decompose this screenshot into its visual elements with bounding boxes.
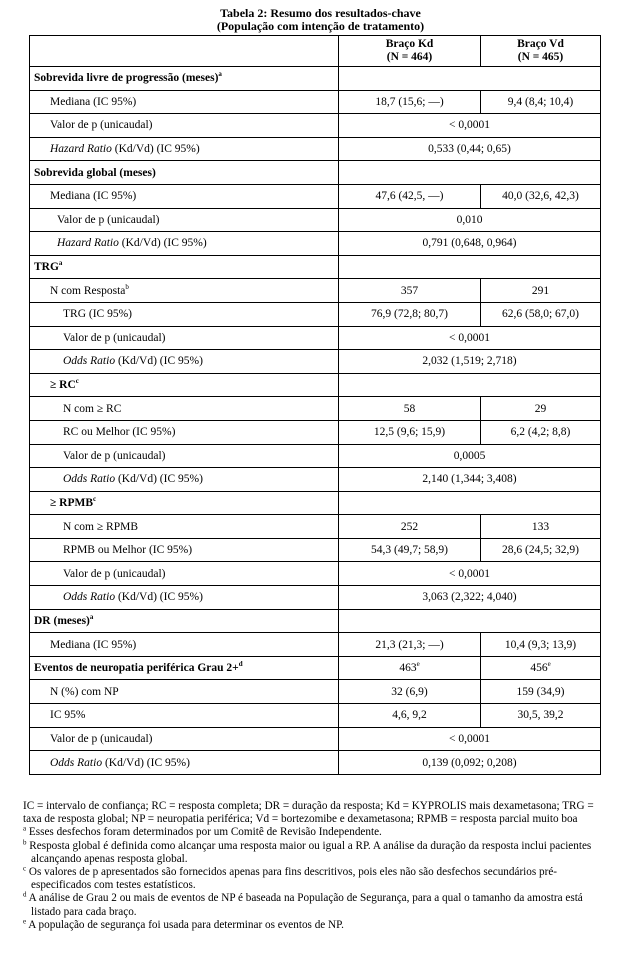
cell-combined: 0,139 (0,092; 0,208): [339, 751, 601, 775]
cell-vd: 40,0 (32,6, 42,3): [481, 184, 601, 208]
section-title-rc: [30, 373, 339, 397]
row-label-italic: Odds Ratio: [63, 591, 116, 604]
cell-vd: 133: [481, 515, 601, 539]
table-row: [30, 90, 601, 114]
cell-kd: 58: [339, 397, 481, 421]
cell-vd: 30,5, 39,2: [481, 704, 601, 728]
row-label: [30, 137, 339, 161]
cell-vd: 28,6 (24,5; 32,9): [481, 538, 601, 562]
table-row: [30, 161, 601, 185]
table-title-line2: (População com intenção de tratamento): [216, 19, 425, 33]
table-row: [30, 184, 601, 208]
section-title-rpmb: [30, 491, 339, 515]
header-arm-vd-n: (N = 465): [517, 51, 564, 63]
table-row: [30, 704, 601, 728]
header-arm-vd-label: Braço Vd: [517, 38, 564, 50]
cell-vd: 10,4 (9,3; 13,9): [481, 633, 601, 657]
row-label: N com ≥ RC: [30, 397, 339, 421]
cell-kd: 76,9 (72,8; 80,7): [339, 302, 481, 326]
cell-combined: < 0,0001: [339, 326, 601, 350]
row-label: Valor de p (unicaudal): [30, 326, 339, 350]
cell-kd: [339, 656, 481, 680]
footnote-marker: e: [416, 660, 420, 669]
row-label-italic: Hazard Ratio: [57, 237, 119, 250]
table-row: [30, 586, 601, 610]
cell-vd: 159 (34,9): [481, 680, 601, 704]
footnote-text: A população de segurança foi usada para determinar os eventos de NP.: [26, 918, 344, 931]
cell-kd: 252: [339, 515, 481, 539]
cell-combined: 3,063 (2,322; 4,040): [339, 586, 601, 610]
table-row: [30, 491, 601, 515]
table-row: [30, 208, 601, 232]
row-label: [30, 232, 339, 256]
footnote-marker: c: [23, 864, 27, 873]
footnote-text: Resposta global é definida como alcançar uma resposta maior ou igual a RP. A análise da duração da resposta inclui pacientes alcançando apenas resposta global.: [26, 839, 592, 865]
table-row: [30, 232, 601, 256]
row-label: TRG (IC 95%): [30, 302, 339, 326]
table-title-line1: Tabela 2: Resumo dos resultados-chave: [220, 6, 421, 20]
header-arm-kd: [339, 36, 481, 67]
np-kd-value: 463: [399, 662, 417, 675]
row-label: Mediana (IC 95%): [30, 90, 339, 114]
table-row: [30, 397, 601, 421]
footnote-marker: a: [58, 259, 63, 268]
footnote-c: [23, 866, 615, 892]
cell-vd: 6,2 (4,2; 8,8): [481, 420, 601, 444]
empty-cell: [339, 67, 601, 91]
table-footnotes: [23, 800, 615, 932]
row-label: Valor de p (unicaudal): [30, 727, 339, 751]
empty-cell: [339, 161, 601, 185]
table-header-row: [30, 36, 601, 67]
section-title-dr: [30, 609, 339, 633]
row-label-rest: (Kd/Vd) (IC 95%): [111, 143, 200, 156]
row-label: RPMB ou Melhor (IC 95%): [30, 538, 339, 562]
row-label-italic: Hazard Ratio: [50, 143, 112, 156]
row-label-italic: Odds Ratio: [63, 355, 116, 368]
header-arm-kd-n: (N = 464): [386, 51, 433, 63]
cell-vd: 29: [481, 397, 601, 421]
cell-vd: 9,4 (8,4; 10,4): [481, 90, 601, 114]
rc-title-text: ≥ RC: [50, 379, 76, 392]
row-label: Valor de p (unicaudal): [30, 208, 339, 232]
row-label: [30, 468, 339, 492]
pfs-title-text: Sobrevida livre de progressão (meses): [34, 72, 219, 85]
cell-kd: 54,3 (49,7; 58,9): [339, 538, 481, 562]
row-label: [30, 751, 339, 775]
footnote-marker: a: [218, 70, 222, 79]
cell-combined: 0,533 (0,44; 0,65): [339, 137, 601, 161]
row-label: Valor de p (unicaudal): [30, 562, 339, 586]
dr-title-text: DR (meses): [34, 614, 90, 627]
table-row: [30, 137, 601, 161]
table-row: [30, 350, 601, 374]
footnote-marker: a: [23, 824, 27, 833]
empty-cell: [339, 609, 601, 633]
table-row: [30, 67, 601, 91]
np-vd-value: 456: [530, 662, 548, 675]
cell-kd: 12,5 (9,6; 15,9): [339, 420, 481, 444]
row-label: N (%) com NP: [30, 680, 339, 704]
cell-vd: 291: [481, 279, 601, 303]
section-title-np: [30, 656, 339, 680]
footnote-marker: d: [23, 890, 27, 899]
row-label: [30, 279, 339, 303]
row-label-italic: Odds Ratio: [50, 756, 103, 769]
cell-combined: 0,0005: [339, 444, 601, 468]
cell-kd: 32 (6,9): [339, 680, 481, 704]
footnote-a: [23, 826, 615, 839]
table-title: [0, 7, 641, 33]
row-label: [30, 586, 339, 610]
row-label: RC ou Melhor (IC 95%): [30, 420, 339, 444]
table-row: [30, 538, 601, 562]
table-row: [30, 515, 601, 539]
footnote-marker: c: [75, 377, 79, 386]
row-label: Valor de p (unicaudal): [30, 444, 339, 468]
table-row: [30, 680, 601, 704]
empty-cell: [339, 373, 601, 397]
abbreviations-note: IC = intervalo de confiança; RC = resposta completa; DR = duração da resposta; Kd = KYPROLIS mais dexametasona; TRG = taxa de resposta global; NP = neuropatia periférica; Vd = bortezomibe e dexametasona; RPMB = resposta parcial muito boa: [23, 800, 594, 826]
cell-combined: < 0,0001: [339, 114, 601, 138]
row-label-rest: (Kd/Vd) (IC 95%): [102, 756, 190, 769]
np-title-text: Eventos de neuropatia periférica Grau 2+: [34, 662, 239, 675]
cell-combined: 2,032 (1,519; 2,718): [339, 350, 601, 374]
row-label-italic: Odds Ratio: [63, 473, 116, 486]
footnote-text: A análise de Grau 2 ou mais de eventos de NP é baseada na População de Segurança, para a qual o tamanho da amostra está listado para cada braço.: [26, 892, 583, 918]
header-empty-cell: [30, 36, 339, 67]
footnote-marker: b: [23, 837, 27, 846]
table-row: [30, 444, 601, 468]
row-label: [30, 350, 339, 374]
results-table: [29, 35, 601, 775]
row-label: IC 95%: [30, 704, 339, 728]
footnote-d: [23, 892, 615, 918]
row-label-rest: (Kd/Vd) (IC 95%): [115, 591, 203, 604]
footnote-b: [23, 837, 615, 866]
cell-combined: 0,010: [339, 208, 601, 232]
cell-kd: 357: [339, 279, 481, 303]
table-row: [30, 420, 601, 444]
empty-cell: [339, 491, 601, 515]
cell-combined: < 0,0001: [339, 562, 601, 586]
footnote-marker: b: [125, 282, 129, 291]
row-label-rest: (Kd/Vd) (IC 95%): [118, 237, 207, 250]
table-row: [30, 255, 601, 279]
header-arm-kd-label: Braço Kd: [385, 38, 434, 50]
footnote-text: Esses desfechos foram determinados por um Comitê de Revisão Independente.: [26, 826, 382, 839]
table-row: [30, 633, 601, 657]
cell-kd: 18,7 (15,6; —): [339, 90, 481, 114]
cell-kd: 21,3 (21,3; —): [339, 633, 481, 657]
trg-title-text: TRG: [34, 261, 59, 274]
table-row: [30, 751, 601, 775]
table-row: [30, 114, 601, 138]
row-label-text: N com Resposta: [50, 284, 126, 297]
cell-kd: 47,6 (42,5, —): [339, 184, 481, 208]
cell-vd: 62,6 (58,0; 67,0): [481, 302, 601, 326]
section-title-trg: [30, 255, 339, 279]
table-row: [30, 727, 601, 751]
footnote-marker: c: [93, 495, 97, 504]
row-label: Valor de p (unicaudal): [30, 114, 339, 138]
cell-vd: [481, 656, 601, 680]
footnote-marker: a: [89, 613, 94, 622]
empty-cell: [339, 255, 601, 279]
table-row: [30, 468, 601, 492]
row-label: Mediana (IC 95%): [30, 184, 339, 208]
table-row: [30, 302, 601, 326]
row-label-rest: (Kd/Vd) (IC 95%): [115, 473, 203, 486]
cell-combined: 2,140 (1,344; 3,408): [339, 468, 601, 492]
table-row: [30, 562, 601, 586]
table-row: [30, 656, 601, 680]
cell-kd: 4,6, 9,2: [339, 704, 481, 728]
table-row: [30, 326, 601, 350]
section-title-os: Sobrevida global (meses): [30, 161, 339, 185]
table-row: [30, 609, 601, 633]
section-title-pfs: [30, 67, 339, 91]
rpmb-title-text: ≥ RPMB: [50, 496, 94, 509]
row-label: Mediana (IC 95%): [30, 633, 339, 657]
footnote-marker: e: [547, 660, 551, 669]
table-row: [30, 279, 601, 303]
cell-combined: 0,791 (0,648, 0,964): [339, 232, 601, 256]
footnote-marker: e: [23, 917, 27, 926]
cell-combined: < 0,0001: [339, 727, 601, 751]
footnote-e: [23, 919, 615, 932]
footnote-marker: d: [238, 660, 243, 669]
row-label: N com ≥ RPMB: [30, 515, 339, 539]
footnote-text: Os valores de p apresentados são fornecidos apenas para fins descritivos, pois eles não são desfechos secundários pré-especificados com testes estatísticos.: [26, 866, 558, 892]
table-row: [30, 373, 601, 397]
header-arm-vd: [481, 36, 601, 67]
row-label-rest: (Kd/Vd) (IC 95%): [115, 355, 203, 368]
